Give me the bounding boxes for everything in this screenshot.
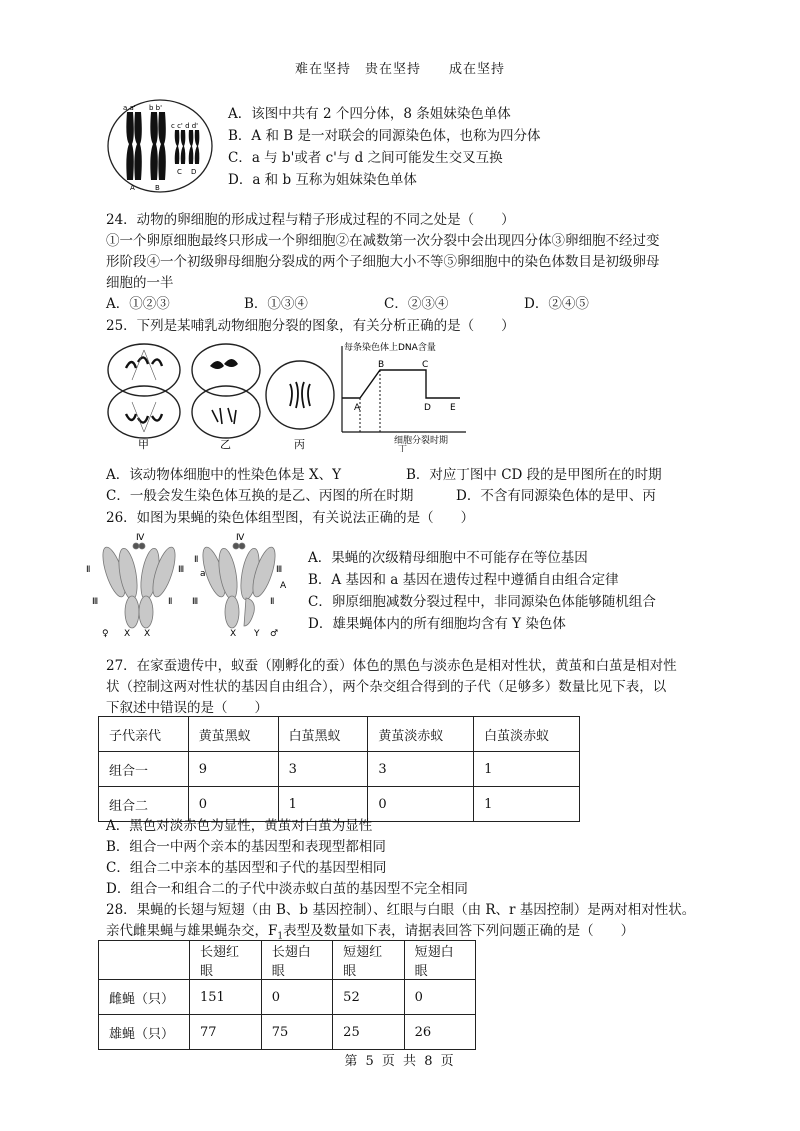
q23-option-b: B．A 和 B 是一对联会的同源染色体，也称为四分体 — [228, 128, 541, 144]
table-cell: 3 — [368, 752, 474, 787]
q23-chromosome-figure — [105, 98, 215, 194]
table-cell: 0 — [188, 787, 278, 822]
q24-option-b: B．①③④ — [244, 296, 308, 312]
label-B: B — [155, 184, 160, 192]
cell-bing — [266, 361, 334, 429]
q27-line-3: 下叙述中错误的是（ ） — [106, 700, 268, 716]
q25-option-c: C．一般会发生染色体互换的是乙、丙图的所在时期 — [106, 488, 414, 504]
label-ii-f: Ⅱ — [86, 565, 91, 575]
chromatid-c — [175, 130, 180, 164]
table-cell: 1 — [474, 787, 580, 822]
label-y-m: Y — [254, 629, 260, 639]
table-cell: 9 — [188, 752, 278, 787]
q27-line-1: 27．在家蚕遗传中，蚁蚕（刚孵化的蚕）体色的黑色与淡赤色是相对性状，黄茧和白茧是相对性 — [106, 658, 677, 674]
label-D: D — [191, 168, 197, 176]
q24-body-3: 细胞的一半 — [106, 275, 174, 291]
q28-line-2-post: 表型及数量如下表，请据表回答下列问题正确的是（ ） — [283, 923, 635, 939]
label-iv-f: Ⅳ — [136, 533, 145, 543]
point-A: A — [354, 403, 361, 413]
q28-line-2-pre: 亲代雌果蝇与雄果蝇杂交，F — [106, 923, 278, 939]
table-header-cell: 短翅红眼 — [333, 941, 404, 980]
table-cell: 25 — [333, 1015, 404, 1050]
label-female: ♀ — [102, 629, 109, 639]
chromatid-d — [189, 130, 194, 164]
graph-ylabel: 每条染色体上DNA含量 — [344, 343, 436, 353]
q23-option-c: C．a 与 b'或者 c'与 d 之间可能发生交叉互换 — [228, 150, 503, 166]
label-iii-f2: Ⅲ — [92, 597, 99, 607]
q26-stem: 26．如图为果蝇的染色体组型图，有关说法正确的是（ ） — [106, 510, 475, 526]
table-header-cell: 子代亲代 — [99, 717, 189, 752]
table-cell: 0 — [261, 980, 332, 1015]
table-row — [99, 1015, 476, 1050]
table-cell: 75 — [261, 1015, 332, 1050]
chromatid-d-prime — [195, 130, 200, 164]
table-header-cell: 长翅白眼 — [261, 941, 332, 980]
label-ii-m: Ⅱ — [194, 555, 199, 565]
table-row — [99, 752, 580, 787]
table-header-cell: 黄茧黑蚁 — [188, 717, 278, 752]
dna-curve — [342, 370, 460, 398]
q24-option-c: C．②③④ — [384, 296, 449, 312]
graph-xlabel: 细胞分裂时期 — [394, 436, 449, 446]
cell-label-bing: 丙 — [294, 438, 305, 451]
chromatid-b — [150, 112, 157, 180]
q27-option-a: A．黑色对淡赤色为显性，黄茧对白茧为显性 — [106, 818, 373, 834]
q28-line-1: 28．果蝇的长翅与短翅（由 B、b 基因控制）、红眼与白眼（由 R、r 基因控制）是两对相对性状。 — [106, 902, 696, 918]
label-ii-m2: Ⅱ — [270, 597, 275, 607]
page-header: 难在坚持 贵在坚持 成在坚持 — [294, 62, 505, 77]
table-cell: 组合一 — [99, 752, 189, 787]
table-cell: 1 — [278, 787, 368, 822]
q25-stem: 25．下列是某哺乳动物细胞分裂的图象，有关分析正确的是（ ） — [106, 318, 515, 334]
q27-line-2: 状（控制这两对性状的基因自由组合），两个杂交组合得到的子代（足够多）数量比见下表，以 — [106, 679, 667, 695]
table-cell: 0 — [404, 980, 475, 1015]
karyotype-male — [198, 543, 279, 628]
label-male: ♂ — [270, 629, 279, 639]
chromatid-b-prime — [158, 112, 165, 180]
q25-option-b: B．对应丁图中 CD 段的是甲图所在的时期 — [406, 467, 662, 483]
label-iii-m2: Ⅲ — [192, 597, 199, 607]
q23-option-d: D．a 和 b 互称为姐妹染色单体 — [228, 172, 417, 188]
label-x-m: X — [230, 629, 237, 639]
table-cell: 雄蝇（只） — [99, 1015, 190, 1050]
page-footer: 第 5 页 共 8 页 — [344, 1054, 456, 1069]
table-cell: 组合二 — [99, 787, 189, 822]
graph-title: 丁 — [398, 445, 408, 452]
table-header-cell: 白茧黑蚁 — [278, 717, 368, 752]
table-cell: 26 — [404, 1015, 475, 1050]
q27-option-d: D．组合一和组合二的子代中淡赤蚁白茧的基因型不完全相同 — [106, 881, 468, 897]
point-C: C — [422, 360, 429, 370]
point-D: D — [424, 403, 431, 413]
q26-option-b: B．A 基因和 a 基因在遗传过程中遵循自由组合定律 — [308, 572, 619, 588]
karyotype-female — [98, 543, 179, 628]
table-row — [99, 980, 476, 1015]
q26-option-d: D．雄果蝇体内的所有细胞均含有 Y 染色体 — [308, 616, 566, 632]
table-header-cell: 黄茧淡赤蚁 — [368, 717, 474, 752]
label-A: A — [280, 581, 287, 591]
label-bb: b b' — [149, 104, 163, 112]
q26-option-a: A．果蝇的次级精母细胞中不可能存在等位基因 — [308, 550, 588, 566]
cell-jia — [108, 344, 180, 438]
table-header-row — [99, 717, 580, 752]
label-iv-m: Ⅳ — [236, 533, 245, 543]
chromatid-c-prime — [181, 130, 186, 164]
label-x-f1: X — [124, 629, 131, 639]
table-header-cell: 白茧淡赤蚁 — [474, 717, 580, 752]
label-A: A — [130, 184, 135, 192]
q24-option-a: A．①②③ — [106, 296, 170, 312]
table-cell: 1 — [474, 752, 580, 787]
chromatid-a — [126, 112, 133, 180]
q24-body-1: ①一个卵原细胞最终只形成一个卵细胞②在减数第一次分裂中会出现四分体③卵细胞不经过变 — [106, 233, 660, 249]
q24-stem: 24．动物的卵细胞的形成过程与精子形成过程的不同之处是（ ） — [106, 212, 515, 228]
q27-option-b: B．组合一中两个亲本的基因型和表现型都相同 — [106, 839, 386, 855]
table-cell: 77 — [190, 1015, 262, 1050]
table-cell: 52 — [333, 980, 404, 1015]
label-ccdd: c c' d d' — [171, 122, 199, 130]
q24-option-d: D．②④⑤ — [524, 296, 589, 312]
label-x-f2: X — [144, 629, 151, 639]
table-cell: 0 — [368, 787, 474, 822]
q25-option-d: D．不含有同源染色体的是甲、丙 — [456, 488, 656, 504]
cell-label-yi: 乙 — [220, 438, 231, 451]
table-cell: 3 — [278, 752, 368, 787]
label-aa: a a' — [123, 104, 136, 112]
chromatid-a-prime — [134, 112, 141, 180]
table-cell: 151 — [190, 980, 262, 1015]
cell-label-jia: 甲 — [138, 438, 149, 451]
q24-body-2: 形阶段④一个初级卵母细胞分裂成的两个子细胞大小不等⑤卵细胞中的染色体数目是初级卵母 — [106, 254, 660, 270]
table-header-cell — [99, 941, 190, 980]
label-iii-f: Ⅲ — [178, 565, 185, 575]
label-a: a — [200, 569, 206, 579]
q23-option-a: A．该图中共有 2 个四分体，8 条姐妹染色单体 — [228, 106, 511, 122]
q26-option-c: C．卵原细胞减数分裂过程中，非同源染色体能够随机组合 — [308, 594, 656, 610]
q28-line-2-sub: 1 — [277, 931, 284, 942]
table-cell: 雌蝇（只） — [99, 980, 190, 1015]
label-ii-f2: Ⅱ — [168, 597, 173, 607]
point-E: E — [450, 403, 456, 413]
q27-option-c: C．组合二中亲本的基因型和子代的基因型相同 — [106, 860, 387, 876]
graph-ding — [342, 341, 466, 452]
q25-option-a: A．该动物体细胞中的性染色体是 X、Y — [106, 467, 342, 483]
table-header-cell: 短翅白眼 — [404, 941, 475, 980]
label-C: C — [177, 168, 182, 176]
q26-karyotype-figure — [84, 532, 304, 642]
point-B: B — [378, 360, 385, 370]
q27-table — [98, 716, 580, 822]
table-header-cell: 长翅红眼 — [190, 941, 262, 980]
q25-figures — [104, 340, 484, 452]
cell-yi — [192, 344, 260, 438]
q28-table — [98, 940, 476, 1050]
label-iii-m: Ⅲ — [276, 565, 283, 575]
table-header-row — [99, 941, 476, 980]
